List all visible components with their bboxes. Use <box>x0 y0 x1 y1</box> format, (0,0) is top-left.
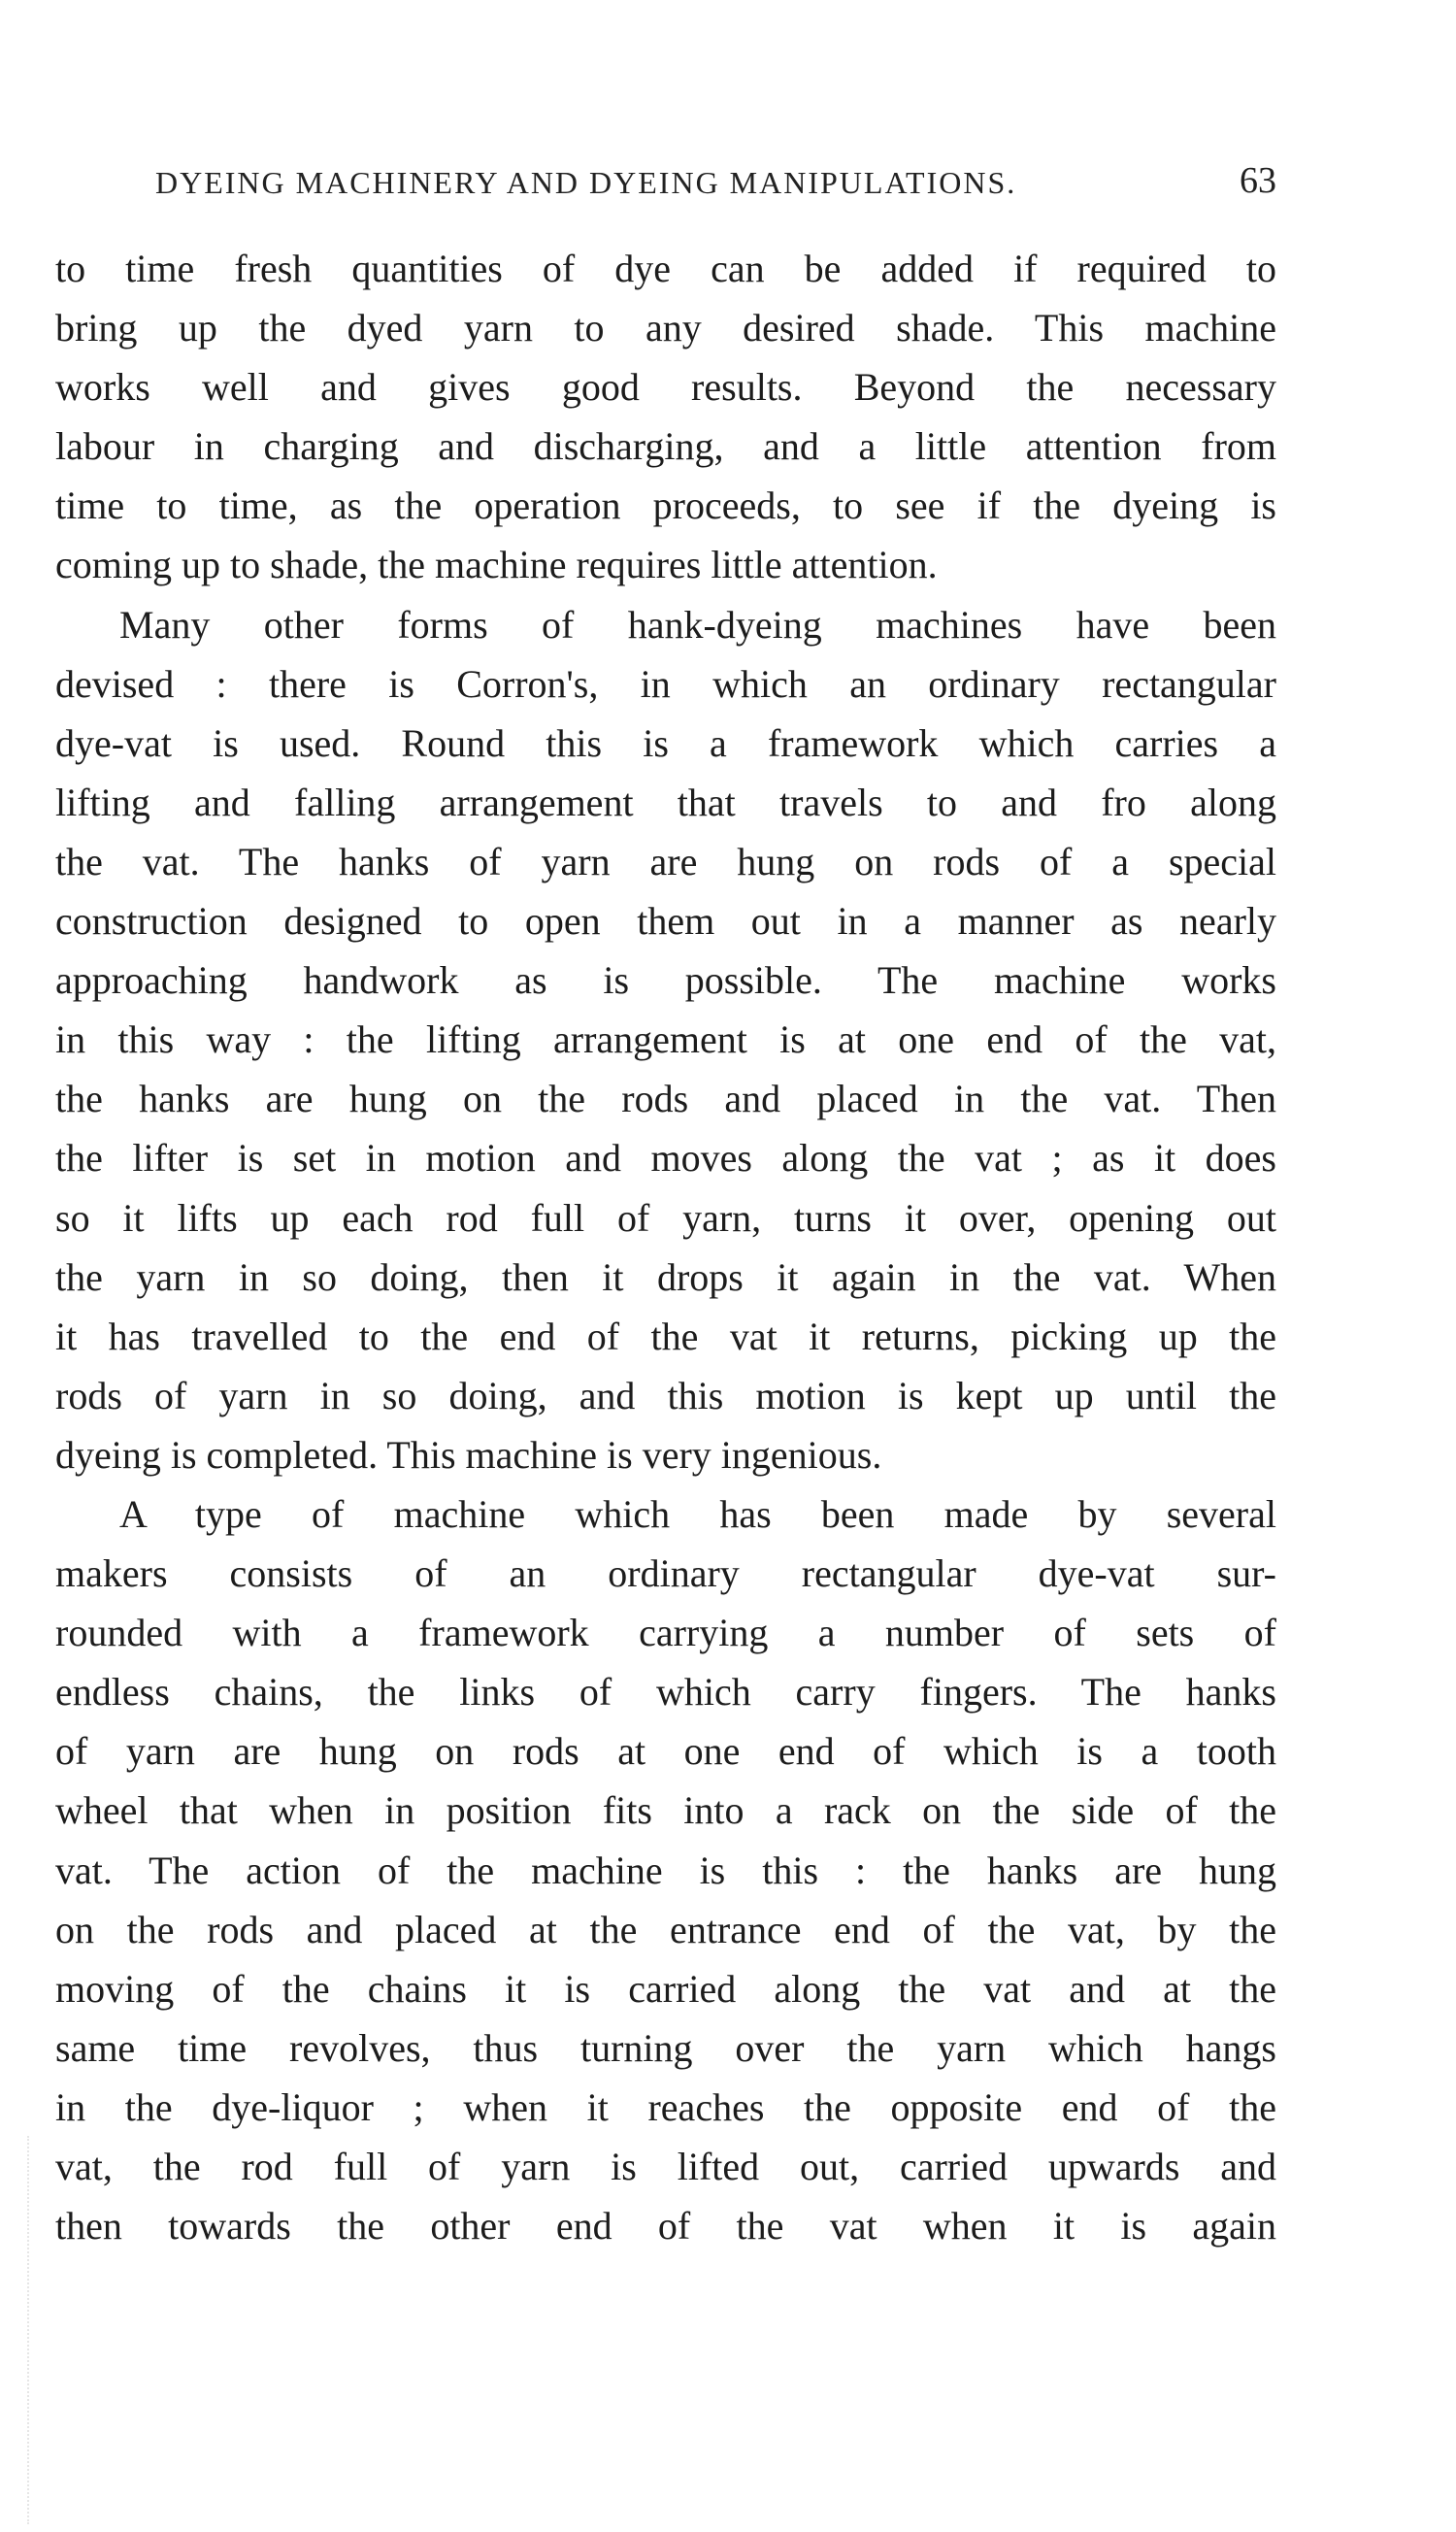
running-title: DYEING MACHINERY AND DYEING MANIPULATIONS. <box>155 165 1017 200</box>
text-line: A type of machine which has been made by several <box>119 1491 1276 1536</box>
text-line: rods of yarn in so doing, and this motion is kept up until the <box>55 1373 1276 1417</box>
text-line: labour in charging and discharging, and a little attention from <box>55 424 1276 469</box>
paragraph <box>55 595 1276 1484</box>
text-line: then towards the other end of the vat when it is again <box>55 2204 1276 2249</box>
text-line: works well and gives good results. Beyond the necessary <box>55 365 1276 410</box>
text-line: moving of the chains it is carried along the vat and at the <box>55 1966 1276 2011</box>
text-line: endless chains, the links of which carry fingers. The hanks <box>55 1670 1276 1715</box>
text-line: the yarn in so doing, then it drops it again in the vat. When <box>55 1254 1276 1299</box>
text-line: vat. The action of the machine is this : the hanks are hung <box>55 1848 1276 1892</box>
text-line: to time fresh quantities of dye can be added if required to <box>55 247 1276 290</box>
text-line: coming up to shade, the machine requires little attention. <box>55 543 938 587</box>
text-line: in this way : the lifting arrangement is at one end of the vat, <box>55 1017 1276 1062</box>
text-line: on the rods and placed at the entrance end of the vat, by the <box>55 1907 1276 1951</box>
text-line: rounded with a framework carrying a number of sets of <box>55 1611 1276 1655</box>
scan-margin-specks <box>27 2136 32 2524</box>
text-line: devised : there is Corron's, in which an ordinary rectangular <box>55 661 1276 706</box>
text-line: it has travelled to the end of the vat it returns, picking up the <box>55 1314 1276 1358</box>
text-line: dye-vat is used. Round this is a framework which carries a <box>55 720 1276 765</box>
text-line: the vat. The hanks of yarn are hung on rods of a special <box>55 839 1276 883</box>
text-line: vat, the rod full of yarn is lifted out, carried upwards and <box>55 2145 1276 2188</box>
text-line: of yarn are hung on rods at one end of which is a tooth <box>55 1729 1276 1774</box>
text-line: the hanks are hung on the rods and placed in the vat. Then <box>55 1077 1276 1121</box>
text-line: lifting and falling arrangement that travels to and fro along <box>55 780 1276 824</box>
text-line: same time revolves, thus turning over the yarn which hangs <box>55 2025 1276 2070</box>
text-line: time to time, as the operation proceeds, to see if the dyeing is <box>55 483 1276 528</box>
paragraph <box>55 1484 1276 2255</box>
text-line: dyeing is completed. This machine is very ingenious. <box>55 1432 882 1477</box>
page-number: 63 <box>1240 160 1276 201</box>
paragraph <box>55 239 1276 595</box>
text-line: bring up the dyed yarn to any desired shade. This machine <box>55 306 1276 350</box>
text-line: Many other forms of hank-dyeing machines have been <box>119 602 1276 647</box>
text-line: construction designed to open them out in a manner as nearly <box>55 899 1276 944</box>
text-line: wheel that when in position fits into a rack on the side of the <box>55 1788 1276 1833</box>
text-line: makers consists of an ordinary rectangular dye-vat sur- <box>55 1551 1276 1596</box>
text-line: approaching handwork as is possible. The machine works <box>55 958 1276 1003</box>
text-line: so it lifts up each rod full of yarn, turns it over, opening out <box>55 1195 1276 1240</box>
body-text <box>55 239 1276 2255</box>
text-line: the lifter is set in motion and moves along the vat ; as it does <box>55 1136 1276 1181</box>
running-head <box>155 155 1276 214</box>
text-line: in the dye-liquor ; when it reaches the opposite end of the <box>55 2084 1276 2129</box>
